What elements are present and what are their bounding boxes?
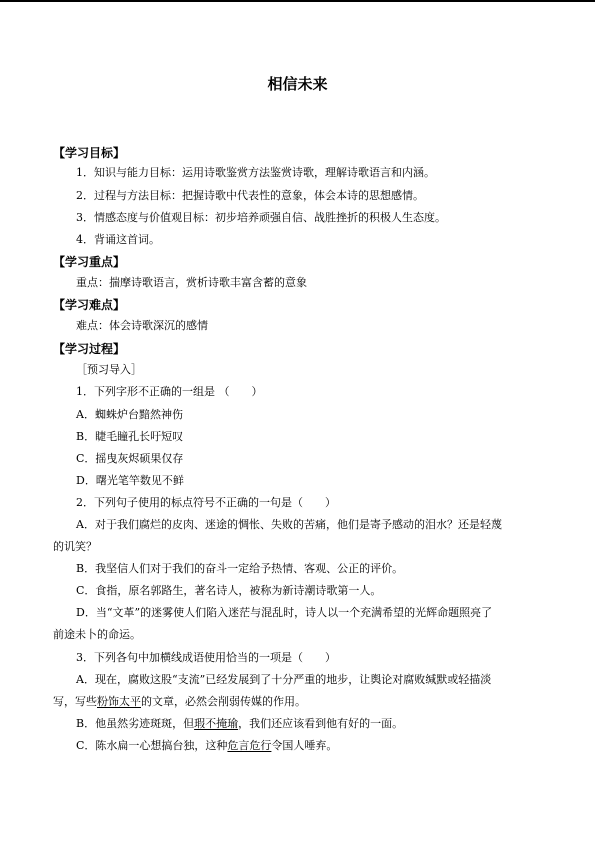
q3-option-a-line1: A．现在，腐败这股“支流”已经发展到了十分严重的地步，让舆论对腐败缄默或轻描淡 bbox=[76, 673, 492, 686]
heading-process: 【学习过程】 bbox=[53, 342, 126, 356]
q3-stem: 3．下列各句中加横线成语使用恰当的一项是（ ） bbox=[76, 651, 336, 664]
q1-option-c: C．摇曳灰烬硕果仅存 bbox=[76, 452, 184, 465]
objective-item-2: 2．过程与方法目标：把握诗歌中代表性的意象，体会本诗的思想感情。 bbox=[76, 189, 424, 202]
q2-option-a-line1: A．对于我们腐烂的皮肉、迷途的惆怅、失败的苦痛，他们是寄予感动的泪水？还是轻蔑 bbox=[76, 518, 502, 531]
heading-difficulties: 【学习难点】 bbox=[53, 298, 126, 312]
objective-item-3: 3．情感态度与价值观目标：初步培养顽强自信、战胜挫折的积极人生态度。 bbox=[76, 211, 446, 224]
q2-option-a-line2: 的讥笑？ bbox=[53, 540, 97, 553]
q2-option-d-line2: 前途未卜的命运。 bbox=[53, 628, 141, 641]
q3-option-b bbox=[76, 717, 403, 731]
q2-option-b: B．我坚信人们对于我们的奋斗一定给予热情、客观、公正的评价。 bbox=[76, 562, 404, 575]
heading-objectives: 【学习目标】 bbox=[53, 146, 126, 160]
q3-b-pre: B．他虽然劣迹斑斑，但 bbox=[76, 717, 195, 730]
q1-option-d: D．曙光笔竿数见不鲜 bbox=[76, 474, 184, 487]
q2-option-d-line1: D．当“文革”的迷雾使人们陷入迷茫与混乱时，诗人以一个充满希望的光辉命题照亮了 bbox=[76, 606, 493, 619]
top-rule bbox=[0, 0, 595, 2]
q3-option-c bbox=[76, 739, 337, 753]
q3-c-post: 令国人唾弃。 bbox=[271, 739, 338, 752]
q3-c-underlined-idiom: 危言危行 bbox=[227, 739, 272, 752]
difficulties-text: 难点：体会诗歌深沉的感情 bbox=[76, 319, 208, 332]
q3-a-post: 的文章，必然会削弱传媒的作用。 bbox=[141, 695, 306, 708]
key-points-text: 重点：揣摩诗歌语言，赏析诗歌丰富含蓄的意象 bbox=[76, 276, 307, 289]
q3-option-a-line2 bbox=[53, 695, 306, 709]
q1-option-a: A．蜘蛛炉台黯然神伤 bbox=[76, 408, 183, 421]
q3-c-pre: C．陈水扁一心想搞台独，这种 bbox=[76, 739, 228, 752]
q3-a-underlined-idiom: 粉饰太平 bbox=[97, 695, 141, 708]
preview-label: ［预习导入］ bbox=[76, 363, 142, 376]
objective-item-4: 4．背诵这首词。 bbox=[76, 233, 160, 246]
q1-option-b: B．睫毛瞳孔长吁短叹 bbox=[76, 430, 184, 443]
objective-item-1: 1．知识与能力目标：运用诗歌鉴赏方法鉴赏诗歌，理解诗歌语言和内涵。 bbox=[76, 166, 435, 179]
q1-stem: 1．下列字形不正确的一组是 （ ） bbox=[76, 385, 263, 398]
q3-a-pre: 写，写些 bbox=[53, 695, 97, 708]
q3-b-post: ，我们还应该看到他有好的一面。 bbox=[238, 717, 404, 730]
q2-option-c: C．食指，原名郭路生，著名诗人，被称为新诗潮诗歌第一人。 bbox=[76, 584, 382, 597]
q2-stem: 2．下列句子使用的标点符号不正确的一句是（ ） bbox=[76, 496, 336, 509]
heading-key-points: 【学习重点】 bbox=[53, 255, 126, 269]
page-title: 相信未来 bbox=[267, 75, 328, 93]
q3-b-underlined-idiom: 瑕不掩瑜 bbox=[194, 717, 239, 730]
